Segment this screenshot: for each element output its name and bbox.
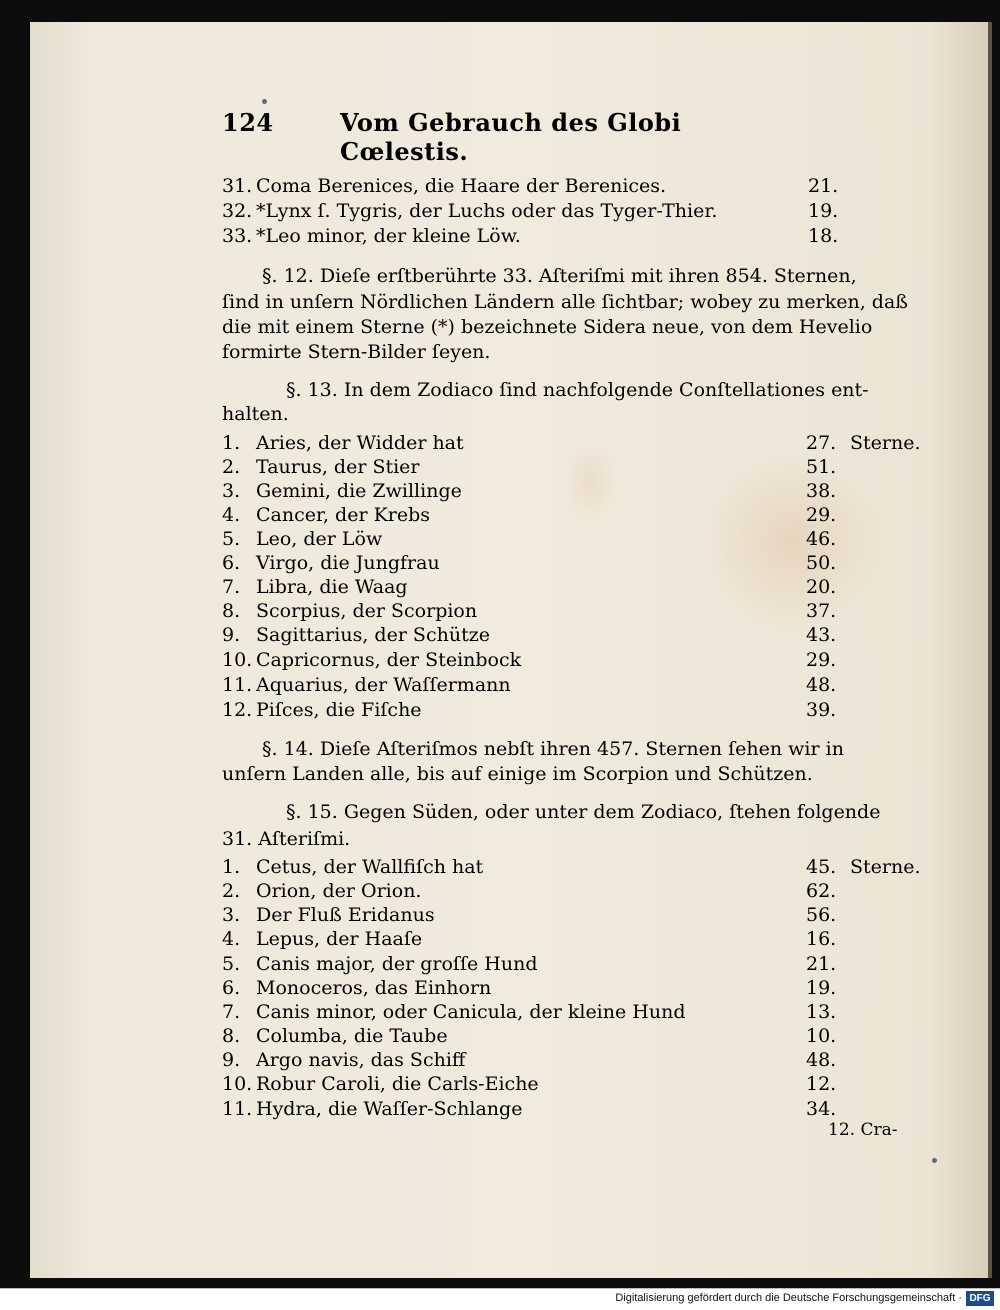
paragraph-line: halten. bbox=[222, 403, 289, 425]
item-value: 29. bbox=[806, 504, 837, 526]
running-title: Vom Gebrauch des Globi Cœlestis. bbox=[340, 108, 682, 166]
list-item bbox=[222, 1048, 902, 1072]
item-text: Cetus, der Wallfiſch hat bbox=[256, 856, 484, 878]
item-text: Canis minor, oder Canicula, der kleine Hund bbox=[256, 1001, 686, 1023]
item-text: Lepus, der Haaſe bbox=[256, 928, 423, 950]
list-item bbox=[222, 673, 902, 697]
item-value: 21. bbox=[806, 953, 837, 975]
item-text: Capricornus, der Steinbock bbox=[256, 649, 522, 671]
list-item bbox=[222, 952, 902, 976]
item-number: 1. bbox=[222, 432, 241, 454]
list-item bbox=[222, 174, 902, 198]
item-value: 18. bbox=[808, 225, 839, 247]
item-number: 9. bbox=[222, 1049, 241, 1071]
paragraph-line: 31. Aſteriſmi. bbox=[222, 828, 351, 850]
item-value: 20. bbox=[806, 576, 837, 598]
item-number: 7. bbox=[222, 1001, 241, 1023]
item-text: Monoceros, das Einhorn bbox=[256, 977, 492, 999]
item-value: 51. bbox=[806, 456, 837, 478]
list-item bbox=[222, 224, 902, 248]
item-text: Virgo, die Jungfrau bbox=[256, 552, 440, 574]
item-unit: Sterne. bbox=[850, 432, 921, 454]
item-text: *Leo minor, der kleine Löw. bbox=[256, 225, 521, 247]
item-number: 8. bbox=[222, 600, 241, 622]
list-item bbox=[222, 927, 902, 951]
list-item bbox=[222, 551, 902, 575]
paragraph-line: formirte Stern-Bilder ſeyen. bbox=[222, 341, 491, 363]
list-item bbox=[222, 527, 902, 551]
item-text: Leo, der Löw bbox=[256, 528, 383, 550]
item-value: 46. bbox=[806, 528, 837, 550]
item-text: Robur Caroli, die Carls-Eiche bbox=[256, 1073, 539, 1095]
item-text: Libra, die Waag bbox=[256, 576, 408, 598]
item-number: 2. bbox=[222, 456, 241, 478]
digitization-footer bbox=[0, 1288, 1000, 1310]
item-value: 21. bbox=[808, 175, 839, 197]
item-text: Canis major, der groſſe Hund bbox=[256, 953, 538, 975]
item-text: Der Fluß Eridanus bbox=[256, 904, 435, 926]
item-value: 45. bbox=[806, 856, 837, 878]
list-item bbox=[222, 648, 902, 672]
item-text: Hydra, die Waſſer-Schlange bbox=[256, 1098, 523, 1120]
item-number: 9. bbox=[222, 624, 241, 646]
item-number: 3. bbox=[222, 480, 241, 502]
item-text: Taurus, der Stier bbox=[256, 456, 420, 478]
item-text: Gemini, die Zwillinge bbox=[256, 480, 462, 502]
paragraph-line: §. 14. Dieſe Aſteriſmos nebſt ihren 457. Sternen ſehen wir in bbox=[262, 738, 844, 760]
item-value: 10. bbox=[806, 1025, 837, 1047]
item-value: 48. bbox=[806, 674, 837, 696]
item-number: 12. bbox=[222, 699, 253, 721]
item-number: 31. bbox=[222, 175, 253, 197]
page-edge bbox=[988, 22, 992, 1278]
item-unit: Sterne. bbox=[850, 856, 921, 878]
item-number: 8. bbox=[222, 1025, 241, 1047]
list-item bbox=[222, 879, 902, 903]
list-item bbox=[222, 976, 902, 1000]
item-text: Orion, der Orion. bbox=[256, 880, 422, 902]
list-item bbox=[222, 698, 902, 722]
item-number: 32. bbox=[222, 200, 253, 222]
item-text: Argo navis, das Schiff bbox=[256, 1049, 466, 1071]
item-value: 38. bbox=[806, 480, 837, 502]
footer-credit: Digitalisierung gefördert durch die Deutsche Forschungsgemeinschaft · bbox=[615, 1292, 962, 1304]
item-value: 19. bbox=[806, 977, 837, 999]
list-item bbox=[222, 599, 902, 623]
list-item bbox=[222, 455, 902, 479]
item-value: 34. bbox=[806, 1098, 837, 1120]
item-value: 56. bbox=[806, 904, 837, 926]
list-item bbox=[222, 1024, 902, 1048]
item-number: 1. bbox=[222, 856, 241, 878]
paragraph-line: die mit einem Sterne (*) bezeichnete Sidera neue, von dem Hevelio bbox=[222, 316, 873, 338]
item-number: 33. bbox=[222, 225, 253, 247]
dfg-logo-icon: DFG bbox=[966, 1291, 994, 1306]
item-value: 37. bbox=[806, 600, 837, 622]
item-number: 10. bbox=[222, 649, 253, 671]
item-number: 4. bbox=[222, 928, 241, 950]
item-number: 11. bbox=[222, 674, 253, 696]
list-item bbox=[222, 503, 902, 527]
item-text: Sagittarius, der Schütze bbox=[256, 624, 490, 646]
item-number: 10. bbox=[222, 1073, 253, 1095]
ink-speck bbox=[262, 99, 267, 104]
item-number: 3. bbox=[222, 904, 241, 926]
item-text: Aquarius, der Waſſermann bbox=[256, 674, 511, 696]
item-number: 5. bbox=[222, 528, 241, 550]
list-item bbox=[222, 479, 902, 503]
list-item bbox=[222, 1000, 902, 1024]
ink-speck bbox=[932, 1158, 937, 1163]
item-value: 12. bbox=[806, 1073, 837, 1095]
list-item bbox=[222, 575, 902, 599]
item-number: 2. bbox=[222, 880, 241, 902]
catchword: 12. Cra- bbox=[828, 1120, 898, 1140]
item-value: 19. bbox=[808, 200, 839, 222]
list-item bbox=[222, 1097, 902, 1121]
list-item bbox=[222, 199, 902, 223]
page-number: 124 bbox=[222, 108, 274, 137]
item-text: Scorpius, der Scorpion bbox=[256, 600, 478, 622]
paragraph-line: §. 12. Dieſe erſtberührte 33. Aſteriſmi mit ihren 854. Sternen, bbox=[262, 265, 857, 287]
item-value: 62. bbox=[806, 880, 837, 902]
paragraph-line: unſern Landen alle, bis auf einige im Scorpion und Schützen. bbox=[222, 763, 813, 785]
item-text: Coma Berenices, die Haare der Berenices. bbox=[256, 175, 667, 197]
paragraph-line: §. 13. In dem Zodiaco ſind nachfolgende Conſtellationes ent- bbox=[286, 379, 869, 401]
item-value: 43. bbox=[806, 624, 837, 646]
item-text: Columba, die Taube bbox=[256, 1025, 448, 1047]
item-text: Cancer, der Krebs bbox=[256, 504, 431, 526]
item-value: 48. bbox=[806, 1049, 837, 1071]
item-text: *Lynx ſ. Tygris, der Luchs oder das Tyger-Thier. bbox=[256, 200, 718, 222]
item-text: Aries, der Widder hat bbox=[256, 432, 464, 454]
list-item bbox=[222, 1072, 902, 1096]
item-value: 29. bbox=[806, 649, 837, 671]
running-header bbox=[222, 108, 812, 166]
item-value: 50. bbox=[806, 552, 837, 574]
list-item bbox=[222, 903, 902, 927]
list-item bbox=[222, 855, 921, 879]
item-number: 7. bbox=[222, 576, 241, 598]
item-value: 27. bbox=[806, 432, 837, 454]
item-number: 6. bbox=[222, 977, 241, 999]
list-item bbox=[222, 431, 921, 455]
item-number: 6. bbox=[222, 552, 241, 574]
item-text: Piſces, die Fiſche bbox=[256, 699, 422, 721]
item-number: 11. bbox=[222, 1098, 253, 1120]
paragraph-line: ſind in unſern Nördlichen Ländern alle ſichtbar; wobey zu merken, daß bbox=[222, 291, 908, 313]
item-value: 39. bbox=[806, 699, 837, 721]
item-number: 5. bbox=[222, 953, 241, 975]
item-number: 4. bbox=[222, 504, 241, 526]
paragraph-line: §. 15. Gegen Süden, oder unter dem Zodiaco, ſtehen folgende bbox=[286, 801, 881, 823]
item-value: 13. bbox=[806, 1001, 837, 1023]
item-value: 16. bbox=[806, 928, 837, 950]
list-item bbox=[222, 623, 902, 647]
